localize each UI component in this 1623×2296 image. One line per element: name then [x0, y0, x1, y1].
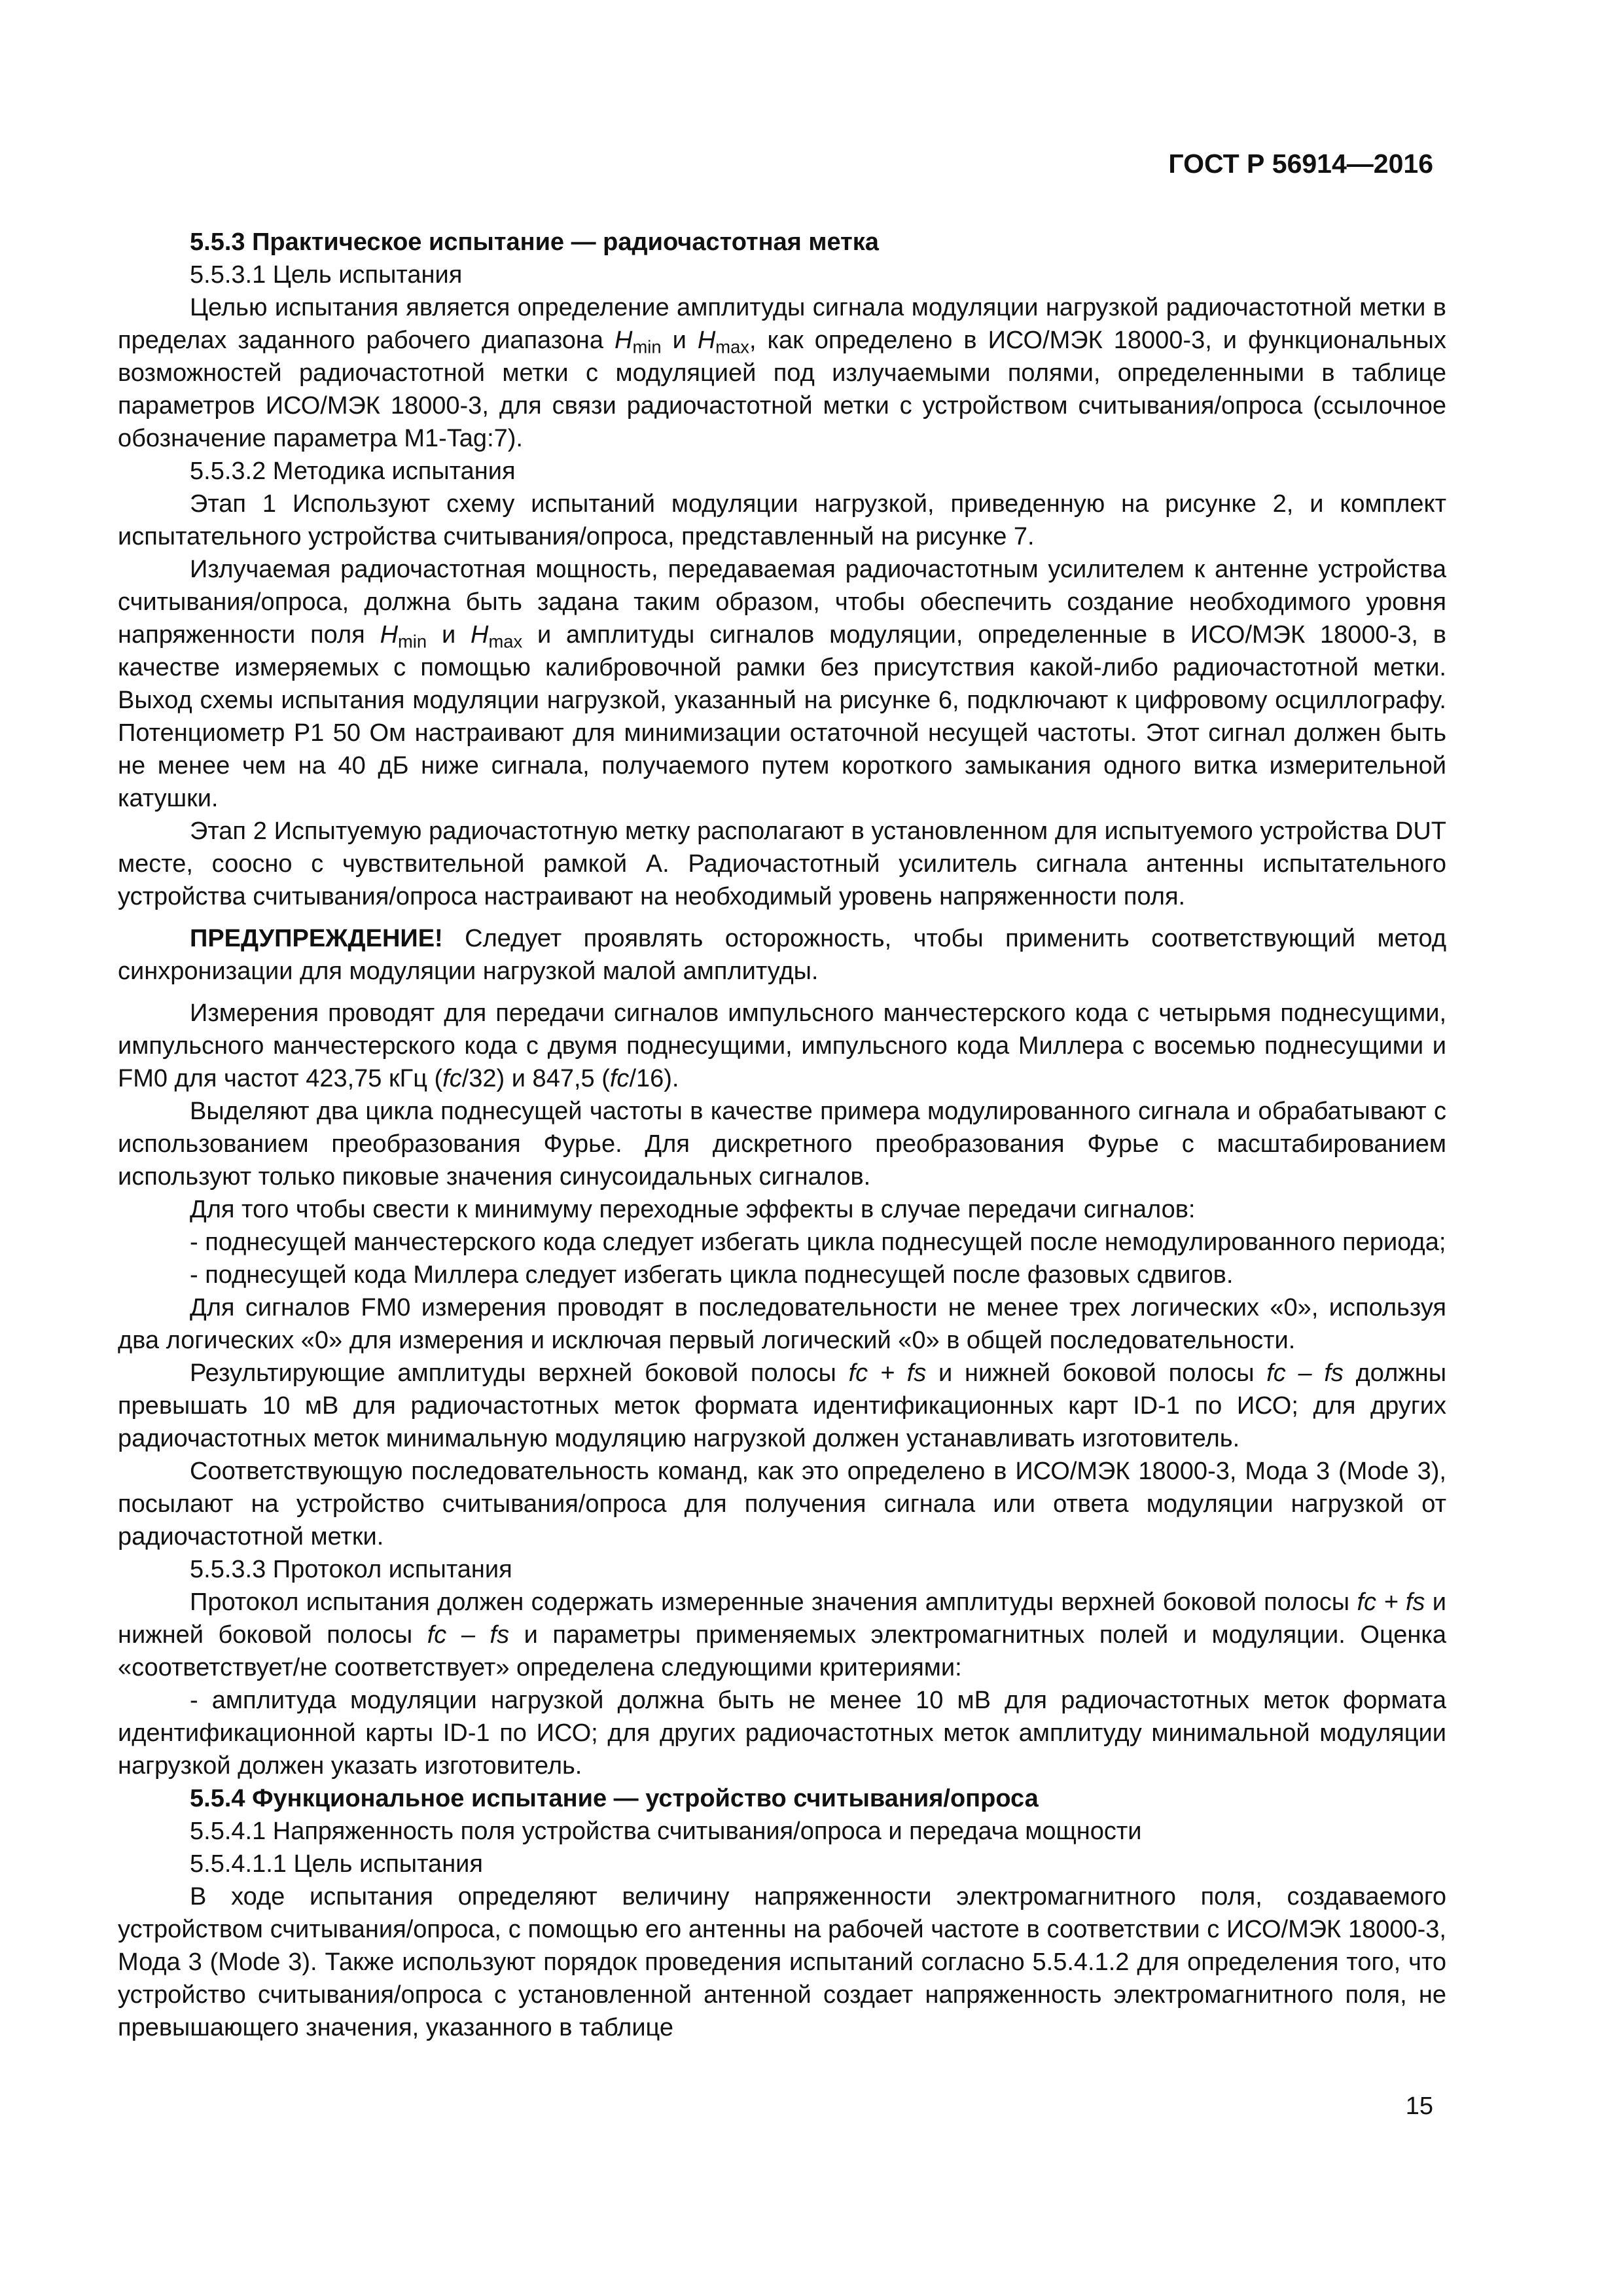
paragraph-fourier: Выделяют два цикла поднесущей частоты в качестве примера модулированного сигнала и обрабатывают с использованием преобразования Фурье. Для дискретного преобразования Фурье с масштабированием используют только пиковые значения синусоидальных сигналов. [118, 1098, 1446, 1191]
subsection-heading-5-5-3-3: 5.5.3.3 Протокол испытания [190, 1556, 512, 1583]
subsection-heading-5-5-3-2: 5.5.3.2 Методика испытания [190, 457, 516, 485]
subsection-heading-5-5-4-1: 5.5.4.1 Напряженность поля устройства считывания/опроса и передача мощности [190, 1818, 1142, 1845]
paragraph-measurements: Измерения проводят для передачи сигналов импульсного манчестерского кода с четырьмя поднесущими, импульсного манчестерского кода с двумя поднесущими, импульсного кода Миллера с восемью поднесущими и FM0 для частот 423,75 кГц (fc/32) и 847,5 (fc/16). [118, 999, 1446, 1092]
list-item-manchester: - поднесущей манчестерского кода следует избегать цикла поднесущей после немодулированного периода; [190, 1229, 1446, 1256]
document-code-header: ГОСТ Р 56914—2016 [1168, 149, 1433, 179]
paragraph-stage-2: Этап 2 Испытуемую радиочастотную метку располагают в установленном для испытуемого устройства DUT месте, соосно с чувствительной рамкой A. Радиочастотный усилитель сигнала антенны испытательного устройства считывания/опроса настраивают на необходимый уровень напряженности поля. [118, 817, 1446, 910]
list-item-amplitude-criterion: - амплитуда модуляции нагрузкой должна быть не менее 10 мВ для радиочастотных меток формата идентификационной карты ID-1 по ИСО; для других радиочастотных меток амплитуду минимальной модуляции нагрузкой должен указать изготовитель. [118, 1687, 1446, 1780]
list-item-miller: - поднесущей кода Миллера следует избегать цикла поднесущей после фазовых сдвигов. [190, 1261, 1234, 1289]
paragraph-command-sequence: Соответствующую последовательность команд, как это определено в ИСО/МЭК 18000-3, Мода 3 (Mode 3), посылают на устройство считывания/опроса для получения сигнала или ответа модуляции нагрузкой от радиочастотной метки. [118, 1458, 1446, 1551]
document-body [118, 226, 1446, 2044]
section-heading-5-5-3: 5.5.3 Практическое испытание — радиочастотная метка [190, 228, 879, 256]
subsection-heading-5-5-4-1-1: 5.5.4.1.1 Цель испытания [190, 1850, 483, 1878]
subsection-heading-5-5-3-1: 5.5.3.1 Цель испытания [190, 261, 463, 289]
paragraph-stage-1: Этап 1 Используют схему испытаний модуляции нагрузкой, приведенную на рисунке 2, и комплект испытательного устройства считывания/опроса, представленный на рисунке 7. [118, 490, 1446, 550]
paragraph-test-report: Протокол испытания должен содержать измеренные значения амплитуды верхней боковой полосы fc + fs и нижней боковой полосы fc – fs и параметры применяемых электромагнитных полей и модуляции. Оценка «соответствует/не соответствует» определена следующими критериями: [118, 1588, 1446, 1681]
paragraph-warning: ПРЕДУПРЕЖДЕНИЕ! Следует проявлять осторожность, чтобы применить соответствующий метод синхронизации для модуляции нагрузкой малой амплитуды. [118, 925, 1446, 985]
warning-label: ПРЕДУПРЕЖДЕНИЕ! [190, 925, 443, 952]
section-heading-5-5-4: 5.5.4 Функциональное испытание — устройство считывания/опроса [190, 1785, 1039, 1812]
paragraph-fm0: Для сигналов FM0 измерения проводят в последовательности не менее трех логических «0», используя два логических «0» для измерения и исключая первый логический «0» в общей последовательности. [118, 1294, 1446, 1354]
paragraph-sideband-amplitudes: Результирующие амплитуды верхней боковой полосы fc + fs и нижней боковой полосы fc – fs должны превышать 10 мВ для радиочастотных меток формата идентификационных карт ID-1 по ИСО; для других радиочастотных меток минимальную модуляцию нагрузкой должен устанавливать изготовитель. [118, 1359, 1447, 1452]
paragraph-field-strength: В ходе испытания определяют величину напряженности электромагнитного поля, создаваемого устройством считывания/опроса, с помощью его антенны на рабочей частоте в соответствии с ИСО/МЭК 18000-3, Мода 3 (Mode 3). Также используют порядок проведения испытаний согласно 5.5.4.1.2 для определения того, что устройство считывания/опроса с установленной антенной создает напряженность электромагнитного поля, не превышающего значения, указанного в таблице [118, 1883, 1446, 2041]
paragraph-transients: Для того чтобы свести к минимуму переходные эффекты в случае передачи сигналов: [190, 1196, 1196, 1223]
page-number: 15 [1405, 2092, 1433, 2120]
paragraph-test-purpose: Целью испытания является определение амплитуды сигнала модуляции нагрузкой радиочастотной метки в пределах заданного рабочего диапазона $H_{min}$ и $H_{max}$, как определено в ИСО/МЭК 18000-3, и функциональных возможностей радиочастотной метки с модуляцией под излучаемыми полями, определенными в таблице параметров ИСО/МЭК 18000-3, для связи радиочастотной метки с устройством считывания/опроса (ссылочное обозначение параметра M1-Tag:7). [118, 294, 1446, 452]
paragraph-rf-power: Излучаемая радиочастотная мощность, передаваемая радиочастотным усилителем к антенне устройства считывания/опроса, должна быть задана таким образом, чтобы обеспечить создание необходимого уровня напряженности поля $H_{min}$ и $H_{max}$ и амплитуды сигналов модуляции, определенные в ИСО/МЭК 18000-3, в качестве измеряемых с помощью калибровочной рамки без присутствия какой-либо радиочастотной метки. Выход схемы испытания модуляции нагрузкой, указанный на рисунке 6, подключают к цифровому осциллографу. Потенциометр P1 50 Ом настраивают для минимизации остаточной несущей частоты. Этот сигнал должен быть не менее чем на 40 дБ ниже сигнала, получаемого путем короткого замыкания одного витка измерительной катушки. [118, 556, 1446, 812]
